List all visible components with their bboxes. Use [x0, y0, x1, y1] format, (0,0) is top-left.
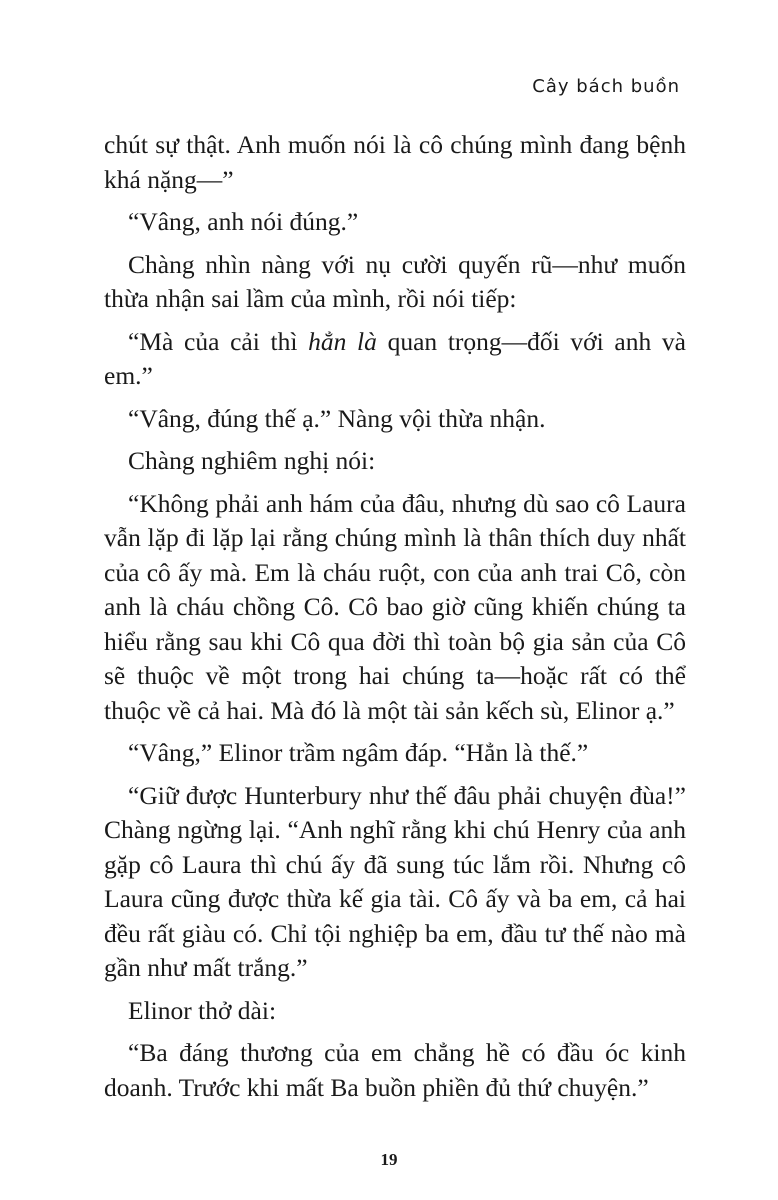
page-number: 19: [380, 1150, 398, 1169]
paragraph: “Giữ được Hunterbury như thế đâu phải chuyện đùa!” Chàng ngừng lại. “Anh nghĩ rằng khi chú Henry của anh gặp cô Laura thì chú ấy đã sung túc lắm rồi. Nhưng cô Laura cũng được thừa kế gia tài. Cô ấy và ba em, cả hai đều rất giàu có. Chỉ tội nghiệp ba em, đầu tư thế nào mà gần như mất trắng.”: [104, 780, 686, 982]
paragraph: “Vâng, đúng thế ạ.” Nàng vội thừa nhận.: [128, 403, 546, 433]
paragraph: Chàng nghiêm nghị nói:: [128, 446, 376, 475]
paragraph: “Vâng,” Elinor trầm ngâm đáp. “Hẳn là thế.”: [128, 738, 589, 767]
paragraph: chút sự thật. Anh muốn nói là cô chúng mình đang bệnh khá nặng—”: [104, 130, 686, 194]
paragraph-text: “Mà của cải thì: [128, 326, 309, 356]
italic-emphasis: hẳn là: [308, 326, 377, 356]
running-header: Cây bách buồn: [532, 76, 680, 97]
paragraph: [104, 325, 686, 394]
paragraph: “Ba đáng thương của em chẳng hề có đầu óc kinh doanh. Trước khi mất Ba buồn phiền đủ thứ chuyện.”: [104, 1038, 686, 1102]
paragraph: “Không phải anh hám của đâu, nhưng dù sao cô Laura vẫn lặp đi lặp lại rằng chúng mình là thân thích duy nhất của cô ấy mà. Em là cháu ruột, con của anh trai Cô, còn anh là cháu chồng Cô. Cô bao giờ cũng khiến chúng ta hiểu rằng sau khi Cô qua đời thì toàn bộ gia sản của Cô sẽ thuộc về một trong hai chúng ta—hoặc rất có thể thuộc về cả hai. Mà đó là một tài sản kếch sù, Elinor ạ.”: [104, 488, 686, 725]
body-text: [104, 128, 686, 1113]
paragraph: “Vâng, anh nói đúng.”: [128, 207, 359, 236]
paragraph: Elinor thở dài:: [128, 995, 277, 1025]
paragraph-text: quan trọng—đối với anh và em.”: [104, 326, 686, 390]
paragraph: Chàng nhìn nàng với nụ cười quyến rũ—như muốn thừa nhận sai lầm của mình, rồi nói tiếp:: [104, 249, 686, 313]
